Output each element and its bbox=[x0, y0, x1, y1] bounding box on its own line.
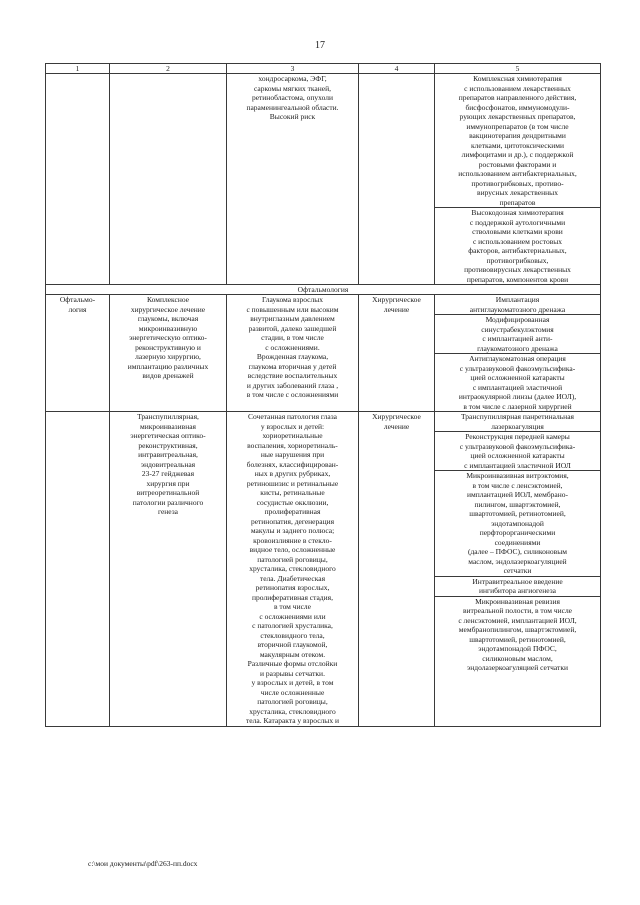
text-line: лимфоцитами и др.), с поддержкой bbox=[461, 150, 574, 159]
text-line: энергетическую оптико- bbox=[129, 333, 207, 342]
text-line: пилингом, швартэктомией, bbox=[474, 499, 561, 509]
table-header-row bbox=[46, 64, 601, 74]
text-line: мембранопилингом, швартэктомией, bbox=[458, 625, 577, 634]
text-line: Офтальмо- bbox=[59, 295, 96, 304]
text-line: макулярным отеком. bbox=[259, 649, 326, 659]
header-col-4: 4 bbox=[359, 64, 435, 74]
text-line: Хирургическое bbox=[372, 295, 421, 304]
text-line: швартотомией, ретинотомией, bbox=[469, 509, 566, 518]
text-line: сосудистые окклюзии, bbox=[256, 497, 329, 507]
text-line: патологией роговицы, bbox=[257, 554, 328, 564]
text-line: глаукомы, включая bbox=[137, 314, 199, 323]
text-line: факторов, антибактериальных, bbox=[468, 246, 567, 255]
text-line: с повышенным или высоким bbox=[246, 304, 339, 314]
text-line: Модифицированная bbox=[485, 315, 550, 324]
text-line: швартотомией, ретинотомией, bbox=[469, 634, 566, 644]
text-line: перфторорганическими bbox=[479, 528, 556, 537]
text-line: Высокодозная химиотерапия bbox=[471, 208, 564, 217]
procedure-entry bbox=[435, 315, 600, 354]
text-line: микроинвазивная bbox=[139, 421, 196, 431]
text-line: с ультразвуковой факоэмульсифика- bbox=[459, 441, 576, 451]
text-line: ростовыми факторами и bbox=[478, 159, 557, 169]
table-row-vitreoretinal bbox=[46, 412, 601, 727]
cell-diagnosis bbox=[227, 74, 359, 285]
text-line: стадии, в том числе bbox=[261, 333, 324, 342]
cell-profile bbox=[46, 412, 110, 727]
text-line: у взрослых и детей, в том bbox=[251, 678, 334, 687]
text-line: Высокий риск bbox=[269, 112, 316, 121]
text-line: вторичной глаукомой, bbox=[257, 640, 328, 649]
text-line: Антиглаукоматозная операция bbox=[469, 354, 566, 363]
text-line: глаукома вторичная у детей bbox=[248, 361, 337, 371]
procedure-entry bbox=[435, 354, 600, 411]
text-line: 23-27 гейджевая bbox=[141, 469, 195, 478]
text-line: вирусных лекарственных bbox=[477, 188, 558, 197]
text-line: лечение bbox=[383, 421, 410, 431]
header-col-3: 3 bbox=[227, 64, 359, 74]
text-line: логия bbox=[68, 304, 87, 314]
text-line: ингибитора ангиогенеза bbox=[478, 586, 557, 595]
cell-diagnosis bbox=[227, 412, 359, 727]
text-line: развитой, далеко зашедшей bbox=[248, 323, 337, 333]
text-line: сетчатки bbox=[503, 566, 532, 575]
text-line: у взрослых и детей: bbox=[260, 421, 325, 431]
text-line: препаратов, компонентов крови bbox=[466, 274, 569, 284]
text-line: вследствие воспалительных bbox=[247, 371, 338, 380]
cell-procedures bbox=[435, 74, 601, 285]
text-line: видное тело, осложненные bbox=[249, 545, 336, 554]
text-line: стекловидного тела, bbox=[260, 630, 325, 640]
text-line: ретинобластома, опухоли bbox=[251, 93, 334, 102]
header-col-2: 2 bbox=[110, 64, 227, 74]
text-line: в том числе с осложнениями bbox=[246, 390, 339, 399]
text-line: иммунопрепаратов (в том числе bbox=[466, 121, 569, 131]
text-line: стволовыми клетками крови bbox=[472, 227, 563, 236]
text-line: хирургия при bbox=[146, 478, 190, 488]
text-line: с осложнениями или bbox=[259, 611, 326, 621]
text-line: параменингеальной области. bbox=[246, 102, 339, 112]
text-line: патологии различного bbox=[132, 497, 204, 507]
text-line: хондросаркома, ЭФГ, bbox=[258, 74, 327, 83]
text-line: ретинопатия взрослых, bbox=[255, 583, 330, 592]
section-row-ophthalmology bbox=[46, 285, 601, 295]
procedure-entry bbox=[435, 412, 600, 432]
text-line: Сочетанная патология глаза bbox=[248, 412, 337, 421]
text-line: с использованием ростовых bbox=[472, 236, 563, 246]
cell-method bbox=[110, 295, 227, 412]
text-line: антиглаукоматозного дренажа bbox=[469, 304, 566, 314]
procedure-entry bbox=[435, 577, 600, 597]
cell-treatment-type bbox=[359, 295, 435, 412]
text-line: имплантацию различных bbox=[127, 361, 209, 371]
text-line: цией осложненной катаракты bbox=[470, 451, 565, 460]
text-line: пролиферативная bbox=[264, 507, 321, 516]
text-line: вакцинотерапия дендритными bbox=[469, 131, 566, 140]
cell-method bbox=[110, 412, 227, 727]
text-line: имплантацией ИОЛ, мембрано- bbox=[466, 490, 569, 499]
text-line: Комплексное bbox=[146, 295, 190, 304]
text-line: эндотампонадой ПФОС, bbox=[478, 644, 557, 653]
text-line: Комплексная химиотерапия bbox=[473, 74, 562, 83]
text-line: Различные формы отслойки bbox=[247, 659, 338, 668]
text-line: глаукоматозного дренажа bbox=[477, 343, 558, 353]
text-line: хрусталика, стекловидного bbox=[249, 564, 336, 573]
procedure-entry bbox=[435, 208, 600, 284]
text-line: противогрибковых, bbox=[486, 255, 549, 265]
text-line: ретинопатия, дегенерация bbox=[250, 516, 335, 526]
text-line: Реконструкция передней камеры bbox=[465, 432, 570, 441]
text-line: хориоретинальные bbox=[262, 431, 323, 440]
text-line: с имплантацией эластичной bbox=[472, 382, 563, 392]
text-line: видов дренажей bbox=[142, 371, 194, 380]
text-line: противовирусных лекарственных bbox=[464, 265, 571, 274]
text-line: противогрибковых, противо- bbox=[471, 178, 564, 188]
table-row-continuation bbox=[46, 74, 601, 285]
cell-diagnosis bbox=[227, 295, 359, 412]
text-line: бисфосфонатов, иммуномодули- bbox=[465, 102, 570, 112]
cell-profile bbox=[46, 74, 110, 285]
text-line: маслом, эндолазеркоагуляцией bbox=[468, 556, 567, 566]
text-line: хирургическое лечение bbox=[130, 304, 206, 314]
text-line: с патологией хрусталика, bbox=[252, 621, 333, 630]
text-line: тела. Диабетическая bbox=[259, 573, 326, 583]
text-line: в том числе с лазерной хирургией bbox=[463, 401, 572, 411]
text-line: эндовитреальная bbox=[140, 459, 196, 469]
text-line: интравитреальная, bbox=[138, 450, 198, 459]
text-line: витреоретинальной bbox=[136, 488, 200, 497]
text-line: ретиношизис и ретинальные bbox=[246, 478, 339, 488]
text-line: макулы и заднего полюса; bbox=[250, 526, 335, 535]
text-line: цией осложненной катаракты bbox=[470, 373, 565, 382]
text-line: саркомы мягких тканей, bbox=[254, 83, 331, 93]
text-line: кисты, ретинальные bbox=[260, 488, 325, 497]
text-line: соединениями bbox=[494, 537, 541, 547]
text-line: патологией роговицы, bbox=[257, 697, 328, 706]
text-line: витреальной полости, в том числе bbox=[462, 606, 573, 615]
text-line: клетками, цитотоксическими bbox=[471, 140, 564, 150]
text-line: реконструктивную и bbox=[135, 342, 201, 352]
text-line: числе осложненные bbox=[260, 687, 325, 697]
text-line: с имплантацией эластичной ИОЛ bbox=[464, 460, 571, 470]
text-line: препаратов направленного действия, bbox=[458, 93, 577, 102]
text-line: с имплантацией анти- bbox=[482, 334, 553, 343]
text-line: Транспупиллярная панретинальная bbox=[461, 412, 574, 421]
text-line: реконструктивная, bbox=[138, 440, 198, 450]
procedure-entry bbox=[435, 74, 600, 208]
text-line: генеза bbox=[157, 507, 179, 516]
text-line: кровоизлияние в стекло- bbox=[253, 535, 332, 545]
text-line: лазеркоагуляция bbox=[491, 421, 544, 431]
cell-method bbox=[110, 74, 227, 285]
text-line: Имплантация bbox=[495, 295, 540, 304]
procedures-table bbox=[45, 63, 601, 727]
text-line: синустрабекулэктомия bbox=[481, 324, 554, 334]
text-line: энергетическая оптико- bbox=[130, 431, 206, 440]
text-line: внутриглазным давлением bbox=[250, 314, 335, 323]
text-line: с использованием лекарственных bbox=[464, 83, 571, 93]
text-line: пролиферативная стадия, bbox=[252, 592, 333, 602]
text-line: интраокулярной линзы (далее ИОЛ), bbox=[458, 392, 577, 401]
text-line: с поддержкой аутологичными bbox=[469, 217, 566, 227]
text-line: лазерную хирургию, bbox=[135, 352, 201, 361]
text-line: силиконовым маслом, bbox=[482, 653, 553, 663]
text-line: микроинвазивную bbox=[138, 323, 198, 333]
text-line: в том числе с ленсэктомией, bbox=[472, 480, 563, 490]
procedure-entry bbox=[435, 471, 600, 577]
cell-treatment-type bbox=[359, 412, 435, 727]
footer-file-path: c:\мои документы\pdf\263-пп.docx bbox=[88, 859, 198, 868]
text-line: Микроинвазивная ревизия bbox=[475, 596, 560, 606]
text-line: Врожденная глаукома, bbox=[256, 352, 329, 361]
text-line: болезнях, классифицирован- bbox=[246, 459, 339, 469]
section-title: Офтальмология bbox=[46, 285, 601, 295]
cell-procedures bbox=[435, 412, 601, 727]
text-line: Глаукома взрослых bbox=[261, 295, 324, 304]
table-row-glaucoma bbox=[46, 295, 601, 412]
text-line: и разрывы сетчатки. bbox=[260, 668, 325, 678]
text-line: хрусталика, стекловидного bbox=[249, 706, 336, 716]
text-line: с ленсэктомией, имплантацией ИОЛ, bbox=[458, 615, 577, 625]
text-line: ные нарушения при bbox=[260, 450, 325, 459]
text-line: использованием антибактериальных, bbox=[458, 169, 577, 178]
text-line: с осложнениями. bbox=[265, 342, 320, 352]
header-col-5: 5 bbox=[435, 64, 601, 74]
text-line: эндотампонадой bbox=[491, 518, 544, 528]
text-line: лечение bbox=[383, 304, 410, 314]
text-line: с ультразвуковой факоэмульсифика- bbox=[459, 363, 576, 373]
text-line: Интравитреальное введение bbox=[472, 576, 563, 586]
text-line: воспаления, хориоретиналь- bbox=[247, 440, 338, 450]
text-line: ных в других рубриках, bbox=[254, 469, 331, 478]
procedure-entry bbox=[435, 432, 600, 471]
text-line: (далее – ПФОС), силиконовым bbox=[467, 547, 567, 556]
procedure-entry bbox=[435, 295, 600, 315]
text-line: эндолазеркоагуляцией сетчатки bbox=[467, 663, 568, 672]
procedure-entry bbox=[435, 597, 600, 673]
text-line: рующих лекарственных препаратов, bbox=[459, 112, 576, 121]
text-line: в том числе bbox=[273, 602, 311, 611]
cell-treatment-type bbox=[359, 74, 435, 285]
text-line: препаратов bbox=[499, 197, 536, 207]
text-line: Микроинвазивная витрэктомия, bbox=[466, 471, 569, 480]
text-line: Хирургическое bbox=[372, 412, 421, 421]
text-line: Транспупиллярная, bbox=[137, 412, 199, 421]
cell-profile bbox=[46, 295, 110, 412]
text-line: тела. Катаракта у взрослых и bbox=[246, 716, 339, 725]
cell-procedures bbox=[435, 295, 601, 412]
header-col-1: 1 bbox=[46, 64, 110, 74]
text-line: и других заболеваний глаза , bbox=[246, 380, 339, 390]
page-number: 17 bbox=[315, 40, 325, 51]
